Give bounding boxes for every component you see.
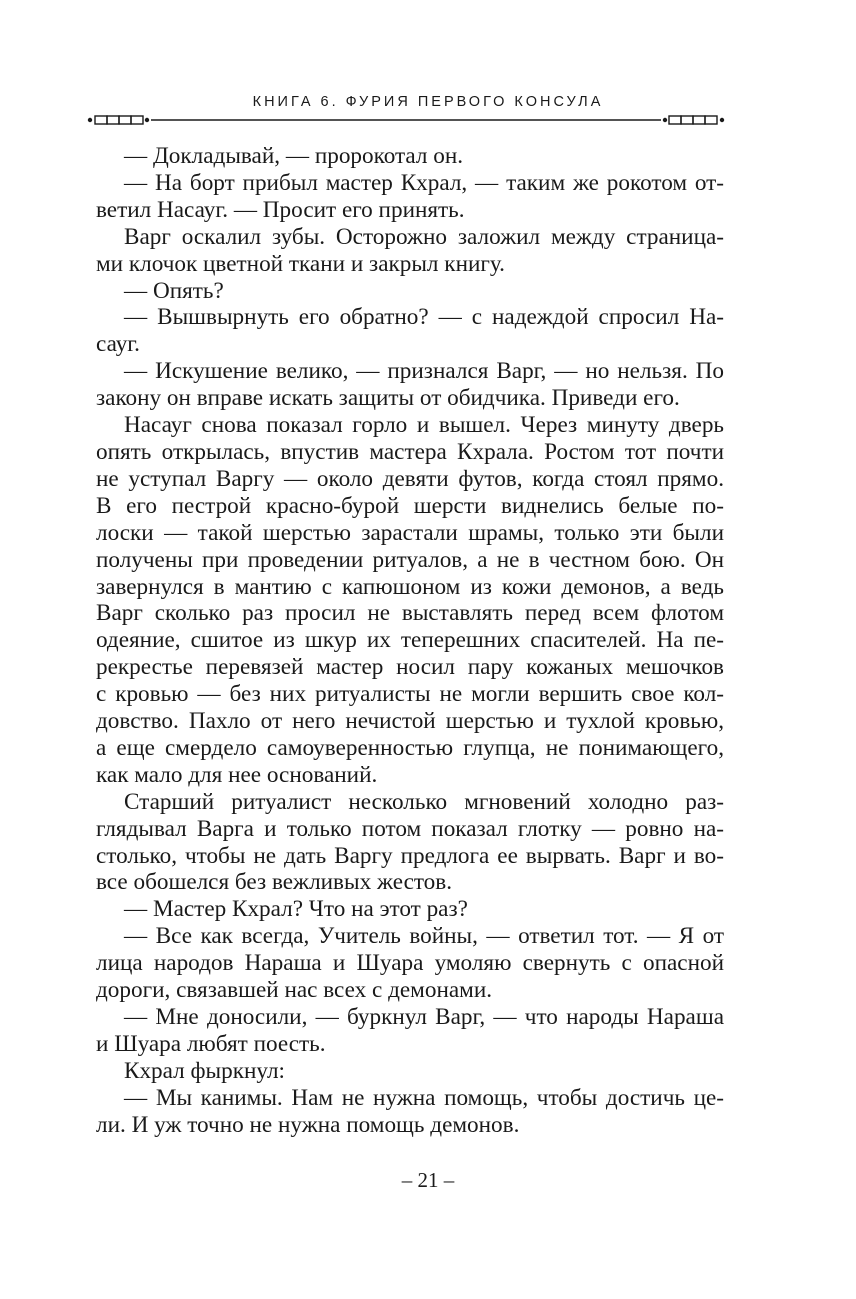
text-line: и Шуара любят поесть. [96,1030,326,1057]
text-line: рекрестье перевязей мастер носил пару кожаных мешочков [96,654,724,681]
text-line: глядывал Варга и только потом показал глотку — ровно на- [96,815,724,842]
text-line: Варг сколько раз просил не выставлять перед всем флотом [96,600,724,627]
text-line: а еще смердело самоуверенностью глупца, не понимающего, [96,734,724,761]
text-line: Кхрал фыркнул: [124,1057,285,1084]
text-line: лоски — такой шерстью зарастали шрамы, только эти были [96,519,724,546]
text-line: — Докладывай, — пророкотал он. [124,143,464,169]
text-line: Старший ритуалист несколько мгновений холодно раз- [124,788,724,815]
text-line: — Мне доносили, — буркнул Варг, — что народы Нараша [124,1004,724,1030]
text-line: Варг оскалил зубы. Осторожно заложил между страница- [124,223,724,250]
text-line: — Искушение велико, — признался Варг, — но нельзя. По [124,358,724,385]
text-line: ми клочок цветной ткани и закрыл книгу. [96,250,505,277]
text-line: не уступал Варгу — около девяти футов, когда стоял прямо. [96,465,724,492]
text-line: — Мастер Кхрал? Что на этот раз? [124,896,468,923]
text-line: одеяние, сшитое из шкур их теперешних спасителей. На пе- [96,627,724,654]
page-number: – 21 – [401,1168,455,1192]
text-line: дороги, связавшей нас всех с демонами. [96,977,493,1004]
text-line: — Вышвырнуть его обратно? — с надеждой спросил На- [124,304,724,331]
text-line: столько, чтобы не дать Варгу предлога ее вырвать. Варг и во- [96,842,724,869]
text-line: сауг. [96,331,140,358]
text-line: — Все как всегда, Учитель войны, — ответил тот. — Я от [124,923,724,950]
body-text [96,143,724,1139]
text-line: — На борт прибыл мастер Кхрал, — таким же рокотом от- [124,169,724,196]
text-line: все обошелся без вежливых жестов. [96,869,453,896]
text-line: — Мы канимы. Нам не нужна помощь, чтобы достичь це- [124,1084,724,1111]
text-line: — Опять? [124,277,224,304]
ornament-right [663,116,724,124]
text-line: как мало для нее оснований. [96,761,378,788]
text-line: довство. Пахло от него нечистой шерстью и тухлой кровью, [96,708,724,735]
text-line: В его пестрой красно-бурой шерсти виднелись белые по- [96,492,724,519]
text-line: ветил Насауг. — Просит его принять. [96,196,465,223]
ornament-left [88,116,149,124]
text-line: закону он вправе искать защиты от обидчика. Приведи его. [96,385,680,412]
text-line: опять открылась, впустив мастера Кхрала. Ростом тот почти [96,438,724,465]
text-line: с кровью — без них ритуалисты не могли вершить свое кол- [96,681,724,708]
running-header: КНИГА 6. ФУРИЯ ПЕРВОГО КОНСУЛА [252,94,604,110]
text-line: Насауг снова показал горло и вышел. Через минуту дверь [124,412,724,439]
header-ornament-rule [85,113,727,127]
text-line: получены при проведении ритуалов, а не в честном бою. Он [96,546,724,573]
text-line: ли. И уж точно не нужна помощь демонов. [96,1111,520,1138]
text-line: завернулся в мантию с капюшоном из кожи демонов, а ведь [96,573,724,600]
text-line: лица народов Нараша и Шуара умоляю свернуть с опасной [96,950,724,977]
